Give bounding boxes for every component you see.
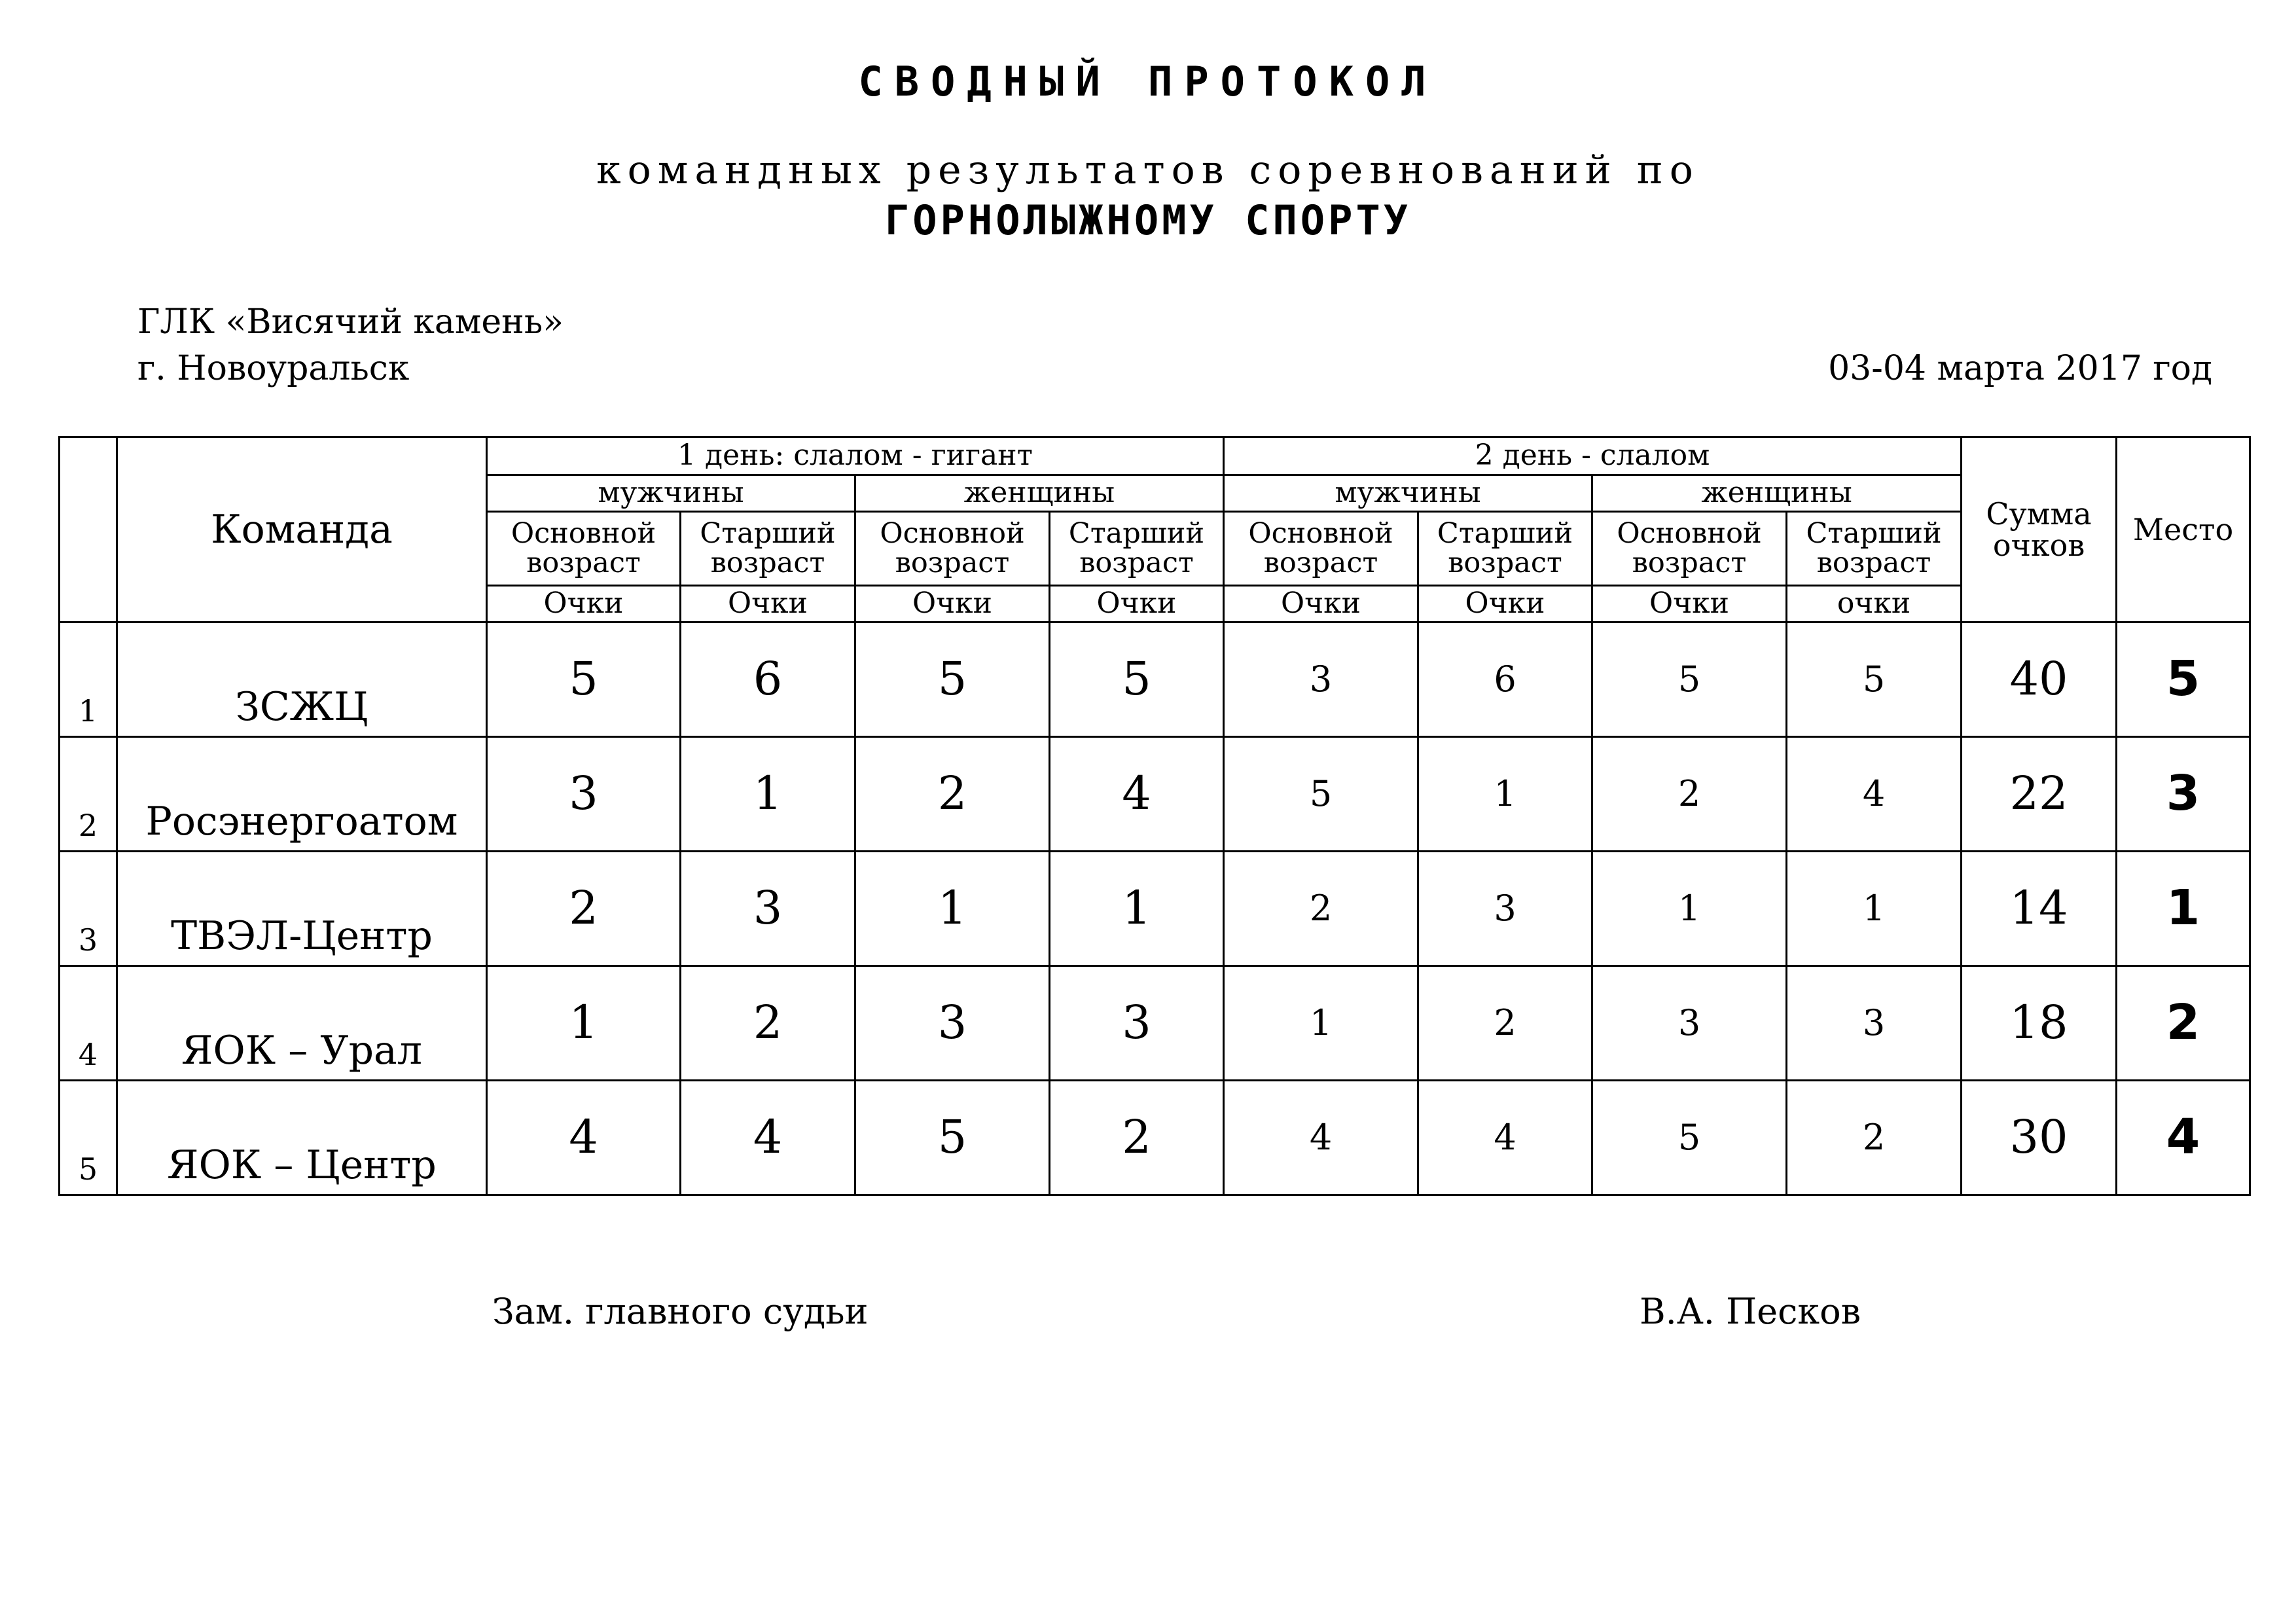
score-cell: 3 [1592,966,1787,1081]
sport-name: ГОРНОЛЫЖНОМУ СПОРТУ [884,196,1412,244]
day2-header: 2 день - слалом [1224,437,1962,475]
score-cell: 5 [855,1081,1050,1195]
unit-header: Очки [855,586,1050,623]
table-row [60,737,2250,852]
sum-cell: 14 [1962,852,2117,966]
score-cell: 5 [1050,623,1224,737]
day1-women-header: женщины [855,475,1224,512]
score-cell: 1 [487,966,681,1081]
score-cell: 5 [1592,623,1787,737]
score-cell: 3 [1418,852,1592,966]
score-cell: 2 [1050,1081,1224,1195]
team-header: Команда [117,437,487,623]
unit-header: Очки [1418,586,1592,623]
age-header: Основной возраст [855,512,1050,586]
day1-header: 1 день: слалом - гигант [487,437,1224,475]
table-row [60,1081,2250,1195]
sum-cell: 22 [1962,737,2117,852]
unit-header: Очки [1592,586,1787,623]
score-cell: 1 [681,737,855,852]
score-cell: 5 [487,623,681,737]
unit-header: Очки [487,586,681,623]
score-cell: 4 [681,1081,855,1195]
score-cell: 3 [1224,623,1418,737]
score-cell: 2 [487,852,681,966]
row-number: 4 [60,966,117,1081]
table-row [60,966,2250,1081]
score-cell: 4 [1787,737,1962,852]
unit-header: очки [1787,586,1962,623]
age-header: Старший возраст [1787,512,1962,586]
team-name: ЗСЖЦ [117,623,487,737]
sum-cell: 30 [1962,1081,2117,1195]
header-row-days [60,437,2250,475]
score-cell: 1 [1418,737,1592,852]
sum-cell: 18 [1962,966,2117,1081]
judge-role: Зам. главного судьи [492,1291,869,1332]
unit-header: Очки [681,586,855,623]
team-name: ТВЭЛ-Центр [117,852,487,966]
day2-women-header: женщины [1592,475,1962,512]
score-cell: 1 [1224,966,1418,1081]
place-cell: 4 [2117,1081,2250,1195]
judge-name: В.А. Песков [1640,1291,1861,1332]
sum-header: Сумма очков [1962,437,2117,623]
city: г. Новоуральск [137,349,410,388]
age-header: Основной возраст [1224,512,1418,586]
score-cell: 4 [487,1081,681,1195]
unit-header: Очки [1050,586,1224,623]
age-header: Старший возраст [1050,512,1224,586]
score-cell: 2 [1418,966,1592,1081]
event-date: 03-04 марта 2017 год [1828,349,2212,388]
row-number: 2 [60,737,117,852]
sum-cell: 40 [1962,623,2117,737]
day1-men-header: мужчины [487,475,855,512]
score-cell: 6 [1418,623,1592,737]
team-name: ЯОК – Центр [117,1081,487,1195]
score-cell: 5 [1224,737,1418,852]
place-header: Место [2117,437,2250,623]
score-cell: 5 [855,623,1050,737]
score-cell: 1 [1050,852,1224,966]
score-cell: 4 [1418,1081,1592,1195]
row-number: 1 [60,623,117,737]
document-subtitle: командных результатов соревнований по [596,147,1700,193]
score-cell: 5 [1592,1081,1787,1195]
score-cell: 3 [1050,966,1224,1081]
day2-men-header: мужчины [1224,475,1592,512]
score-cell: 1 [1787,852,1962,966]
age-header: Старший возраст [681,512,855,586]
place-cell: 2 [2117,966,2250,1081]
table-row [60,852,2250,966]
score-cell: 3 [855,966,1050,1081]
venue: ГЛК «Висячий камень» [137,302,564,342]
row-number: 3 [60,852,117,966]
score-cell: 2 [1592,737,1787,852]
row-number: 5 [60,1081,117,1195]
score-cell: 4 [1050,737,1224,852]
score-cell: 2 [855,737,1050,852]
age-header: Основной возраст [487,512,681,586]
team-name: Росэнергоатом [117,737,487,852]
score-cell: 1 [1592,852,1787,966]
score-cell: 6 [681,623,855,737]
score-cell: 4 [1224,1081,1418,1195]
score-cell: 2 [681,966,855,1081]
score-cell: 1 [855,852,1050,966]
age-header: Основной возраст [1592,512,1787,586]
unit-header: Очки [1224,586,1418,623]
score-cell: 3 [681,852,855,966]
age-header: Старший возраст [1418,512,1592,586]
score-cell: 3 [487,737,681,852]
score-cell: 2 [1787,1081,1962,1195]
document-title: СВОДНЫЙ ПРОТОКОЛ [858,58,1438,105]
results-table [58,436,2251,1196]
num-header [60,437,117,623]
place-cell: 5 [2117,623,2250,737]
table-row [60,623,2250,737]
score-cell: 3 [1787,966,1962,1081]
place-cell: 1 [2117,852,2250,966]
score-cell: 5 [1787,623,1962,737]
place-cell: 3 [2117,737,2250,852]
team-name: ЯОК – Урал [117,966,487,1081]
score-cell: 2 [1224,852,1418,966]
